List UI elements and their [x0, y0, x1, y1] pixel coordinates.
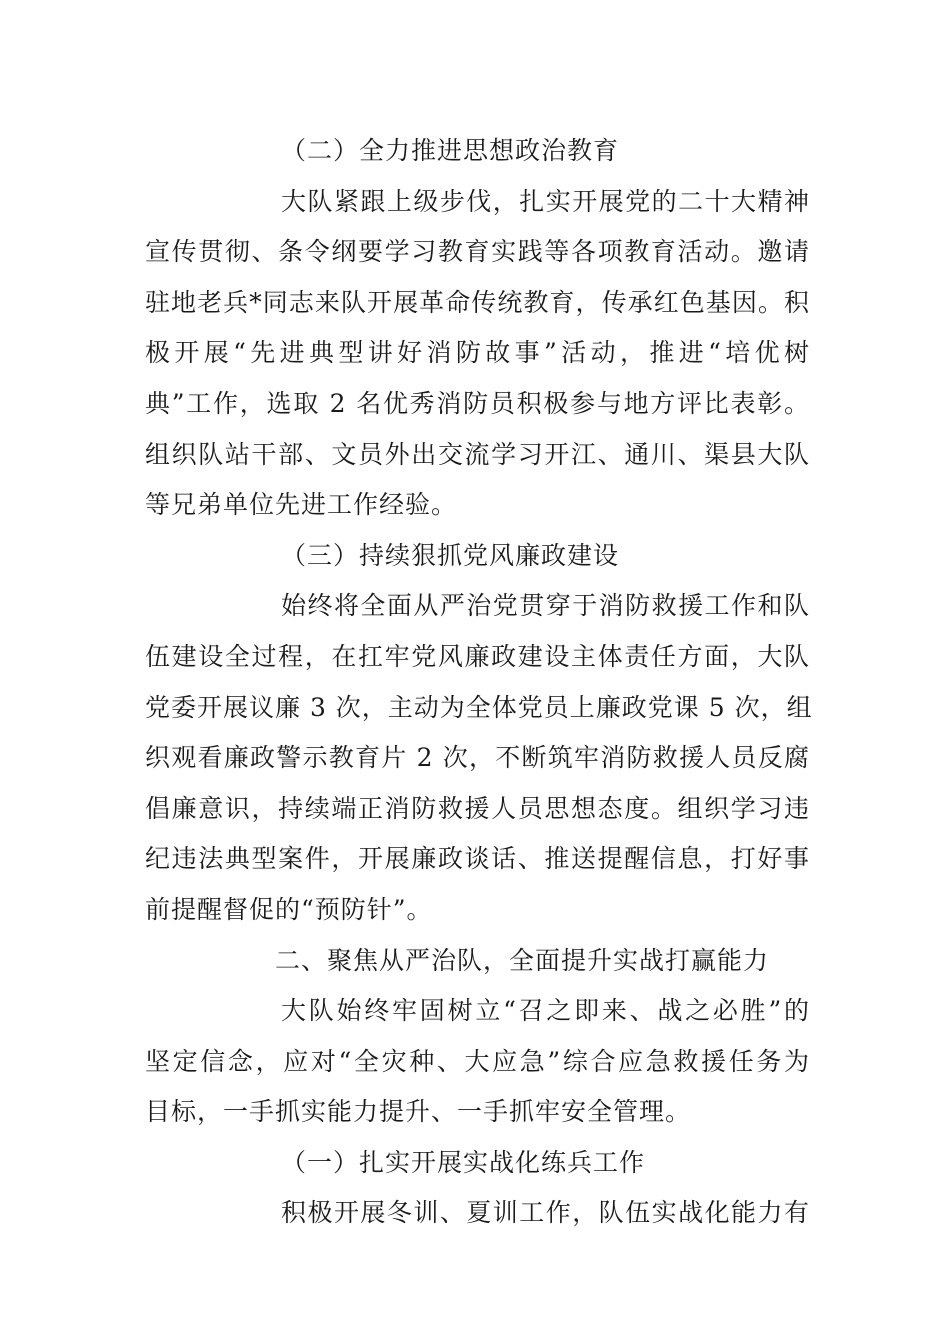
subheading-political-education: （二）全力推进思想政治教育 — [281, 136, 620, 165]
paragraph-line: 宣传贯彻、条令纲要学习教育实践等各项教育活动。邀请 — [145, 237, 810, 267]
paragraph-line: 始终将全面从严治党贯穿于消防救援工作和队 — [281, 591, 810, 621]
paragraph-line: 坚定信念，应对“全灾种、大应急”综合应急救援任务为 — [145, 1046, 810, 1076]
paragraph-line: 倡廉意识，持续端正消防救援人员思想态度。组织学习违 — [145, 793, 810, 823]
paragraph-line: 大队紧跟上级步伐，扎实开展党的二十大精神 — [281, 186, 810, 216]
paragraph-line: 前提醒督促的“预防针”。 — [145, 894, 433, 924]
paragraph-line: 织观看廉政警示教育片 2 次，不断筑牢消防救援人员反腐 — [145, 743, 810, 773]
section-heading-combat-readiness: 二、聚焦从严治队，全面提升实战打赢能力 — [275, 945, 770, 975]
paragraph-line: 极开展“先进典型讲好消防故事”活动，推进“培优树 — [145, 338, 810, 368]
paragraph-line: 伍建设全过程，在扛牢党风廉政建设主体责任方面，大队 — [145, 641, 810, 671]
subheading-party-conduct: （三）持续狠抓党风廉政建设 — [281, 540, 620, 570]
paragraph-line: 驻地老兵*同志来队开展革命传统教育，传承红色基因。积 — [145, 287, 810, 317]
paragraph-line: 积极开展冬训、夏训工作，队伍实战化能力有 — [281, 1198, 810, 1228]
paragraph-line: 纪违法典型案件，开展廉政谈话、推送提醒信息，打好事 — [145, 844, 810, 874]
paragraph-line: 等兄弟单位先进工作经验。 — [145, 490, 458, 520]
subheading-combat-training: （一）扎实开展实战化练兵工作 — [281, 1147, 646, 1177]
document-body — [145, 126, 813, 1239]
paragraph-line: 党委开展议廉 3 次，主动为全体党员上廉政党课 5 次，组 — [145, 692, 813, 722]
paragraph-line: 典”工作，选取 2 名优秀消防员积极参与地方评比表彰。 — [145, 388, 810, 418]
paragraph-line: 目标，一手抓实能力提升、一手抓牢安全管理。 — [145, 1097, 692, 1127]
paragraph-line: 组织队站干部、文员外出交流学习开江、通川、渠县大队 — [145, 439, 810, 469]
paragraph-line: 大队始终牢固树立“召之即来、战之必胜”的 — [281, 996, 810, 1026]
